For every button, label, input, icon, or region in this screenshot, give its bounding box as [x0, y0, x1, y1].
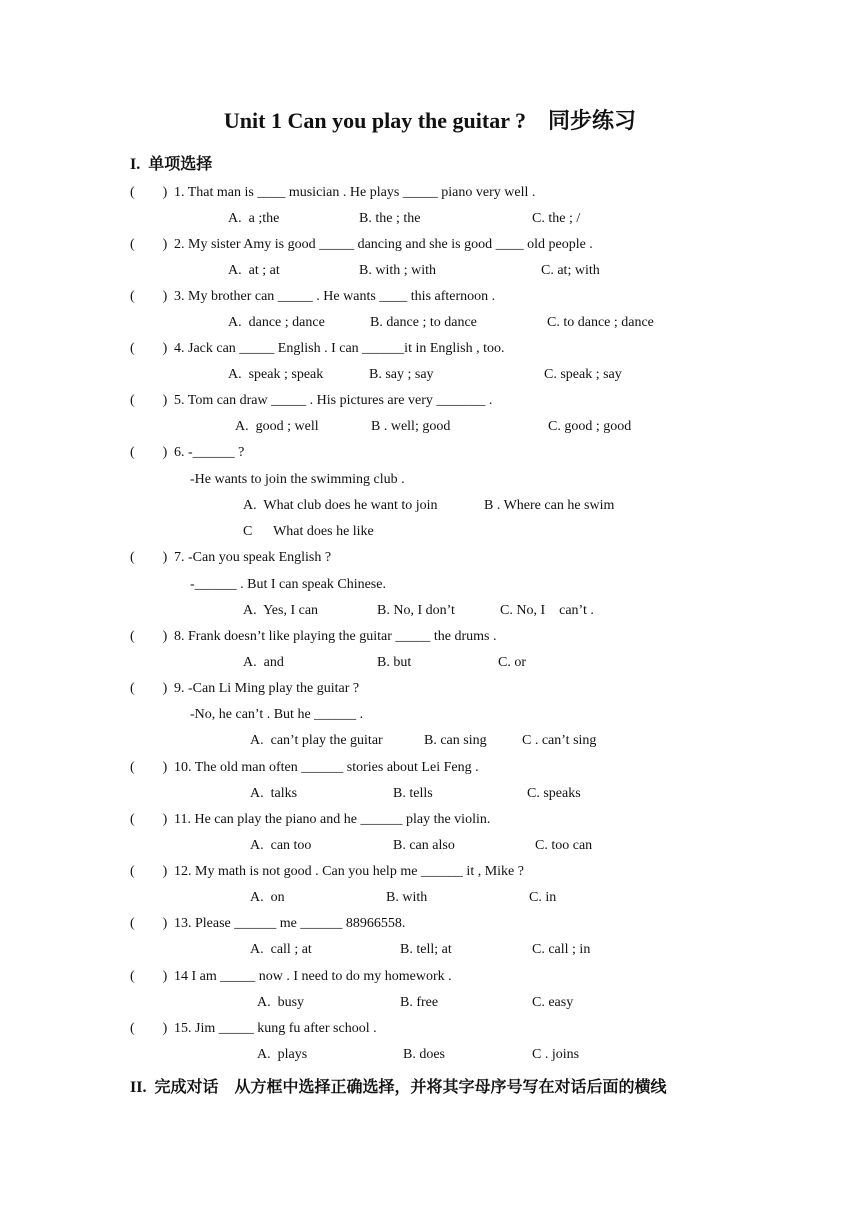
- question-5: [130, 393, 492, 409]
- answer-blank[interactable]: ( ): [130, 760, 168, 775]
- option-c: C. speaks: [527, 786, 581, 801]
- question-stem: 14 I am _____ now . I need to do my homework .: [174, 969, 452, 984]
- option-b: B. dance ; to dance: [370, 315, 477, 330]
- answer-blank[interactable]: ( ): [130, 864, 168, 879]
- option-a: A. a ;the: [228, 211, 280, 226]
- question-stem: 4. Jack can _____ English . I can ______it in English , too.: [174, 341, 505, 356]
- question-11: [130, 812, 490, 828]
- dialogue-reply: -______ . But I can speak Chinese.: [190, 577, 386, 592]
- question-9: [130, 681, 359, 697]
- option-b: B . Where can he swim: [484, 498, 615, 513]
- answer-blank[interactable]: ( ): [130, 550, 168, 565]
- option-c: C. too can: [535, 838, 593, 853]
- answer-blank[interactable]: ( ): [130, 916, 168, 931]
- option-a: A. dance ; dance: [228, 315, 325, 330]
- question-6: [130, 445, 244, 461]
- option-a: A. What club does he want to join: [243, 498, 438, 513]
- option-c: C . can’t sing: [522, 733, 597, 748]
- question-10: [130, 760, 479, 776]
- option-a: A. plays: [257, 1047, 308, 1062]
- option-c: C. at; with: [541, 263, 600, 278]
- question-13: [130, 916, 405, 932]
- option-c: C . joins: [532, 1047, 580, 1062]
- question-stem: 12. My math is not good . Can you help me ______ it , Mike ?: [174, 864, 524, 879]
- option-b: B. with: [386, 890, 428, 905]
- answer-blank[interactable]: ( ): [130, 681, 168, 696]
- answer-blank[interactable]: ( ): [130, 1021, 168, 1036]
- option-c: C. or: [498, 655, 526, 670]
- question-8: [130, 629, 496, 645]
- option-a: A. busy: [257, 995, 305, 1010]
- option-c: C. speak ; say: [544, 367, 622, 382]
- option-a: A. call ; at: [250, 942, 312, 957]
- option-a: A. can too: [250, 838, 312, 853]
- dialogue-reply: -No, he can’t . But he ______ .: [190, 707, 364, 722]
- option-c: C. easy: [532, 995, 574, 1010]
- question-stem: 13. Please ______ me ______ 88966558.: [174, 916, 406, 931]
- option-c: C. to dance ; dance: [547, 315, 654, 330]
- question-15: [130, 1021, 377, 1037]
- option-b: B. tell; at: [400, 942, 452, 957]
- question-stem: 5. Tom can draw _____ . His pictures are very _______ .: [174, 393, 493, 408]
- section-heading-dialogue: II. 完成对话 从方框中选择正确选择，并将其字母序号写在对话后面的横线: [130, 1079, 667, 1096]
- option-c: C. No, I can’t .: [500, 603, 594, 618]
- answer-blank[interactable]: ( ): [130, 237, 168, 252]
- answer-blank[interactable]: ( ): [130, 812, 168, 827]
- question-1: [130, 185, 535, 201]
- option-b: B. can also: [393, 838, 455, 853]
- question-2: [130, 237, 593, 253]
- option-a: A. at ; at: [228, 263, 280, 278]
- question-stem: 10. The old man often ______ stories about Lei Feng .: [174, 760, 479, 775]
- option-a: A. and: [243, 655, 284, 670]
- question-stem: 15. Jim _____ kung fu after school .: [174, 1021, 377, 1036]
- option-c: C. good ; good: [548, 419, 632, 434]
- option-b: B. No, I don’t: [377, 603, 455, 618]
- question-stem: 7. -Can you speak English ?: [174, 550, 332, 565]
- option-b: B. free: [400, 995, 439, 1010]
- question-7: [130, 550, 331, 566]
- option-a: A. can’t play the guitar: [250, 733, 383, 748]
- answer-blank[interactable]: ( ): [130, 445, 168, 460]
- option-b: B . well; good: [371, 419, 451, 434]
- answer-blank[interactable]: ( ): [130, 969, 168, 984]
- answer-blank[interactable]: ( ): [130, 289, 168, 304]
- question-3: [130, 289, 495, 305]
- question-stem: 6. -______ ?: [174, 445, 245, 460]
- option-c: C What does he like: [243, 524, 374, 539]
- answer-blank[interactable]: ( ): [130, 629, 168, 644]
- question-stem: 9. -Can Li Ming play the guitar ?: [174, 681, 360, 696]
- question-stem: 3. My brother can _____ . He wants ____ this afternoon .: [174, 289, 496, 304]
- section-heading-multiple-choice: I. 单项选择: [130, 156, 213, 173]
- question-stem: 8. Frank doesn’t like playing the guitar _____ the drums .: [174, 629, 497, 644]
- option-a: A. on: [250, 890, 285, 905]
- dialogue-reply: -He wants to join the swimming club .: [190, 472, 405, 487]
- answer-blank[interactable]: ( ): [130, 341, 168, 356]
- option-a: A. talks: [250, 786, 298, 801]
- question-12: [130, 864, 524, 880]
- question-stem: 2. My sister Amy is good _____ dancing and she is good ____ old people .: [174, 237, 593, 252]
- option-a: A. good ; well: [235, 419, 319, 434]
- answer-blank[interactable]: ( ): [130, 393, 168, 408]
- question-stem: 1. That man is ____ musician . He plays _____ piano very well .: [174, 185, 536, 200]
- option-b: B. but: [377, 655, 412, 670]
- option-b: B. with ; with: [359, 263, 437, 278]
- option-b: B. can sing: [424, 733, 487, 748]
- option-c: C. call ; in: [532, 942, 591, 957]
- option-b: B. does: [403, 1047, 445, 1062]
- option-a: A. Yes, I can: [243, 603, 319, 618]
- answer-blank[interactable]: ( ): [130, 185, 168, 200]
- option-b: B. the ; the: [359, 211, 421, 226]
- option-b: B. say ; say: [369, 367, 434, 382]
- option-c: C. in: [529, 890, 557, 905]
- question-stem: 11. He can play the piano and he ______ play the violin.: [174, 812, 491, 827]
- question-14: [130, 969, 452, 985]
- option-b: B. tells: [393, 786, 433, 801]
- option-a: A. speak ; speak: [228, 367, 324, 382]
- question-4: [130, 341, 505, 357]
- option-c: C. the ; /: [532, 211, 581, 226]
- page-title: Unit 1 Can you play the guitar ? 同步练习: [223, 108, 637, 133]
